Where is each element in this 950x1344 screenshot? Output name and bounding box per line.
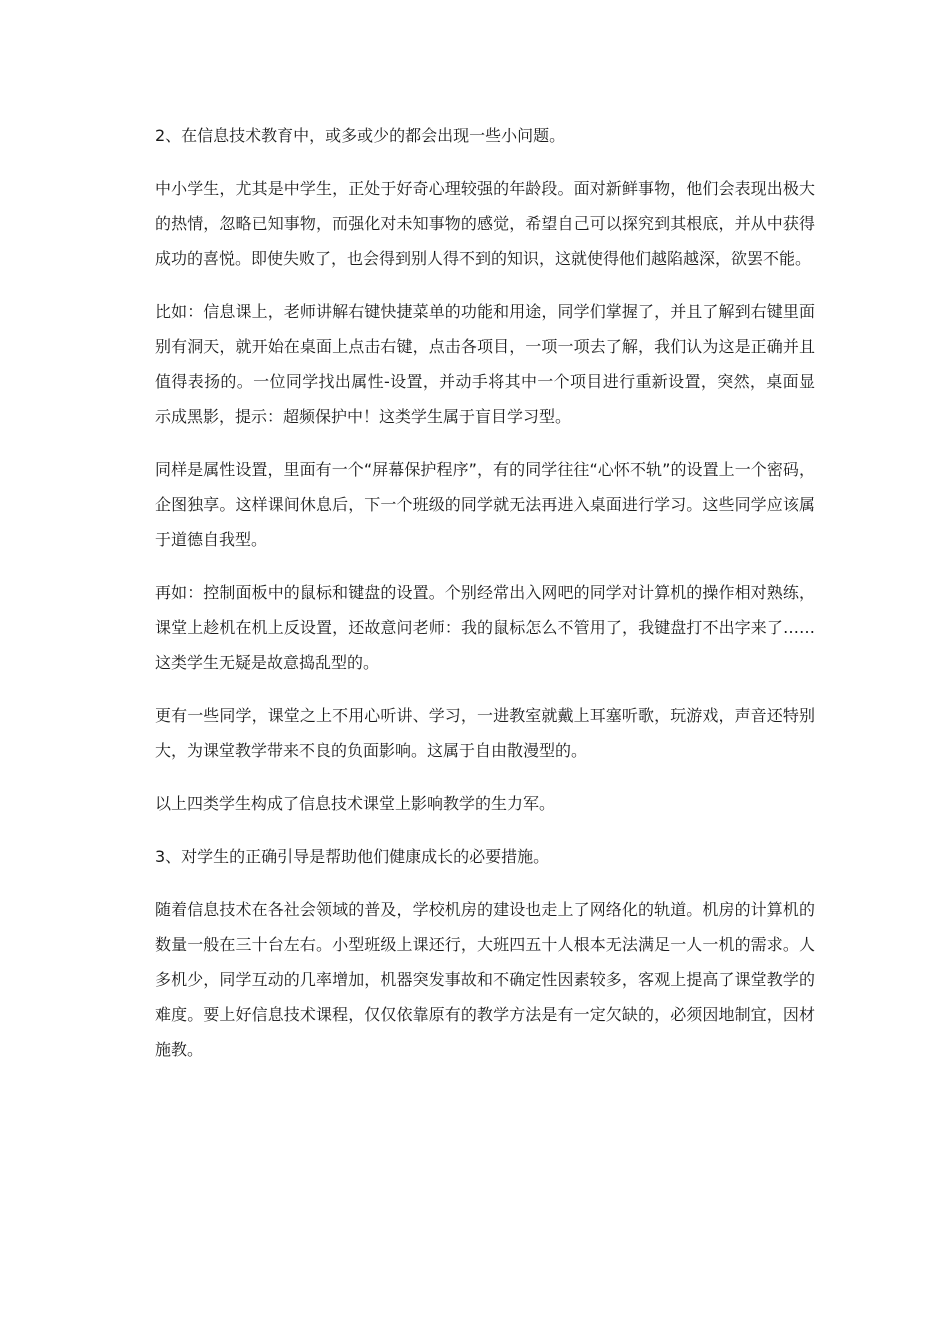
paragraph-moral-selfish: 同样是属性设置，里面有一个“屏幕保护程序”，有的同学往往“心怀不轨”的设置上一个密码，企图独享。这样课间休息后，下一个班级的同学就无法再进入桌面进行学习。这些同学应该属于道德自我型。 <box>155 460 815 549</box>
paragraph-section-2-heading: 2、在信息技术教育中，或多或少的都会出现一些小问题。 <box>155 126 566 145</box>
document-body <box>155 118 815 1085</box>
paragraph-curiosity: 中小学生，尤其是中学生，正处于好奇心理较强的年龄段。面对新鲜事物，他们会表现出极大的热情，忽略已知事物，而强化对未知事物的感觉，希望自己可以探究到其根底，并从中获得成功的喜悦。即使失败了，也会得到别人得不到的知识，这就使得他们越陷越深，欲罢不能。 <box>155 179 815 268</box>
paragraph-free-loose: 更有一些同学，课堂之上不用心听讲、学习，一进教室就戴上耳塞听歌，玩游戏，声音还特别大，为课堂教学带来不良的负面影响。这属于自由散漫型的。 <box>155 706 815 760</box>
paragraph-blind-learning: 比如：信息课上，老师讲解右键快捷菜单的功能和用途，同学们掌握了，并且了解到右键里面别有洞天，就开始在桌面上点击右键，点击各项目，一项一项去了解，我们认为这是正确并且值得表扬的。一位同学找出属性-设置，并动手将其中一个项目进行重新设置，突然，桌面显示成黑影，提示：超频保护中！这类学生属于盲目学习型。 <box>155 302 815 426</box>
paragraph-deliberate-disruption: 再如：控制面板中的鼠标和键盘的设置。个别经常出入网吧的同学对计算机的操作相对熟练，课堂上趁机在机上反设置，还故意问老师：我的鼠标怎么不管用了，我键盘打不出字来了……这类学生无疑是故意捣乱型的。 <box>155 583 815 672</box>
paragraph-computer-room: 随着信息技术在各社会领域的普及，学校机房的建设也走上了网络化的轨道。机房的计算机的数量一般在三十台左右。小型班级上课还行，大班四五十人根本无法满足一人一机的需求。人多机少，同学互动的几率增加，机器突发事故和不确定性因素较多，客观上提高了课堂教学的难度。要上好信息技术课程，仅仅依靠原有的教学方法是有一定欠缺的，必须因地制宜，因材施教。 <box>155 900 815 1059</box>
paragraph-summary: 以上四类学生构成了信息技术课堂上影响教学的生力军。 <box>155 794 556 813</box>
paragraph-section-3-heading: 3、对学生的正确引导是帮助他们健康成长的必要措施。 <box>155 847 550 866</box>
